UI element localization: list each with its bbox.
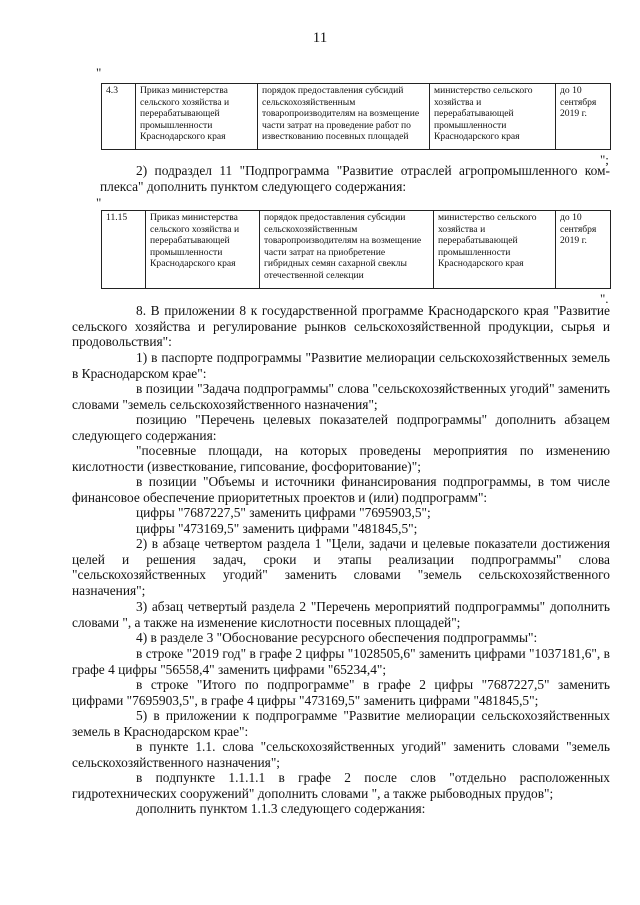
row-number: 11.15 <box>102 211 146 289</box>
paragraph-task: в позиции "Задача подпрограммы" слова "сельскохозяйственных угодий" заменить словами "земель сельскохозяйственного назначения"; <box>72 381 610 412</box>
subsection-line-2: плекса" дополнить пунктом следующего содержания: <box>100 179 407 194</box>
table1-close-quote: "; <box>600 152 609 167</box>
paragraph-2: 2) в абзаце четвертом раздела 1 "Цели, задачи и целевые показатели достижения целей и решения задач, сроки и этапы реализации подпрограммы" слова "сельскохозяйственных угодий" заменить словами "земель сельскохозяйственного назначения"; <box>72 536 610 598</box>
paragraph-4: 4) в разделе 3 "Обоснование ресурсного обеспечения подпрограммы": <box>136 630 538 645</box>
paragraph-targets: позицию "Перечень целевых показателей подпрограммы" дополнить абзацем следующего содержания: <box>72 412 610 443</box>
subsection-line-1: 2) подраздел 11 "Подпрограмма "Развитие отраслей агропромышленного ком- <box>136 163 610 178</box>
document-name: Приказ министерства сельского хозяйства и перерабатывающей промышленности Краснодарского края <box>136 84 258 150</box>
paragraph-5: 5) в приложении к подпрограмме "Развитие мелиорации сельскохозяйственных земель в Краснодарском крае": <box>72 708 610 739</box>
paragraph-1-1-1-1: в подпункте 1.1.1.1 в графе 2 после слов "отдельно расположенных гидротехнических сооружений" дополнить словами ", а также рыбоводных прудов"; <box>72 770 610 801</box>
table1 <box>101 83 611 150</box>
paragraph-8: 8. В приложении 8 к государственной программе Краснодарского края "Развитие сельского хозяйства и регулирование рынков сельскохозяйственной продукции, сырья и продовольствия": <box>72 303 610 350</box>
paragraph-1-1: в пункте 1.1. слова "сельскохозяйственных угодий" заменить словами "земель сельскохозяйственного назначения"; <box>72 739 610 770</box>
paragraph-1: 1) в паспорте подпрограммы "Развитие мелиорации сельскохозяйственных земель в Краснодарском крае": <box>72 350 610 381</box>
document-description: порядок предоставления субсидий сельскохозяйственным товаропроизводителям на возмещение части затрат на проведение работ по известкованию посевных площадей <box>258 84 430 150</box>
page-number: 11 <box>312 30 328 46</box>
table-row <box>102 211 611 289</box>
table1-open-quote: " <box>96 65 102 80</box>
due-date: до 10 сентября 2019 г. <box>556 84 611 150</box>
table2-close-quote: ". <box>600 291 609 306</box>
row-number: 4.3 <box>102 84 136 150</box>
paragraph-1-1-3: дополнить пунктом 1.1.3 следующего содержания: <box>136 801 426 816</box>
paragraph-3: 3) абзац четвертый раздела 2 "Перечень мероприятий подпрограммы" дополнить словами ", а также на изменение кислотности посевных площадей"; <box>72 599 610 630</box>
responsible-organization: министерство сельского хозяйства и перерабатывающей промышленности Краснодарского края <box>430 84 556 150</box>
table2-open-quote: " <box>96 195 102 210</box>
table-row <box>102 84 611 150</box>
paragraph-quote: "посевные площади, на которых проведены мероприятия по изменению кислотности (известкование, гипсование, фосфоритование)"; <box>72 443 610 474</box>
document-description: порядок предоставления субсидии сельскохозяйственным товаропроизводителям на возмещение части затрат на приобретение гибридных семян сахарной свеклы отечественной селекции <box>260 211 434 289</box>
table2 <box>101 210 611 289</box>
paragraph-volumes: в позиции "Объемы и источники финансирования подпрограммы, в том числе финансовое обеспечение приоритетных проектов и (или) подпрограмм": <box>72 474 610 505</box>
due-date: до 10 сентября 2019 г. <box>556 211 611 289</box>
paragraph-2019: в строке "2019 год" в графе 2 цифры "1028505,6" заменить цифрами "1037181,6", в графе 4 цифры "56558,4" заменить цифрами "65234,4"; <box>72 646 610 677</box>
responsible-organization: министерство сельского хозяйства и перерабатывающей промышленности Краснодарского края <box>434 211 556 289</box>
document-name: Приказ министерства сельского хозяйства и перерабатывающей промышленности Краснодарского края <box>146 211 260 289</box>
paragraph-number-1: цифры "7687227,5" заменить цифрами "7695903,5"; <box>136 505 431 520</box>
paragraph-number-2: цифры "473169,5" заменить цифрами "481845,5"; <box>136 521 418 536</box>
paragraph-total: в строке "Итого по подпрограмме" в графе 2 цифры "7687227,5" заменить цифрами "7695903,5", в графе 4 цифры "473169,5" заменить цифрами "481845,5"; <box>72 677 610 708</box>
